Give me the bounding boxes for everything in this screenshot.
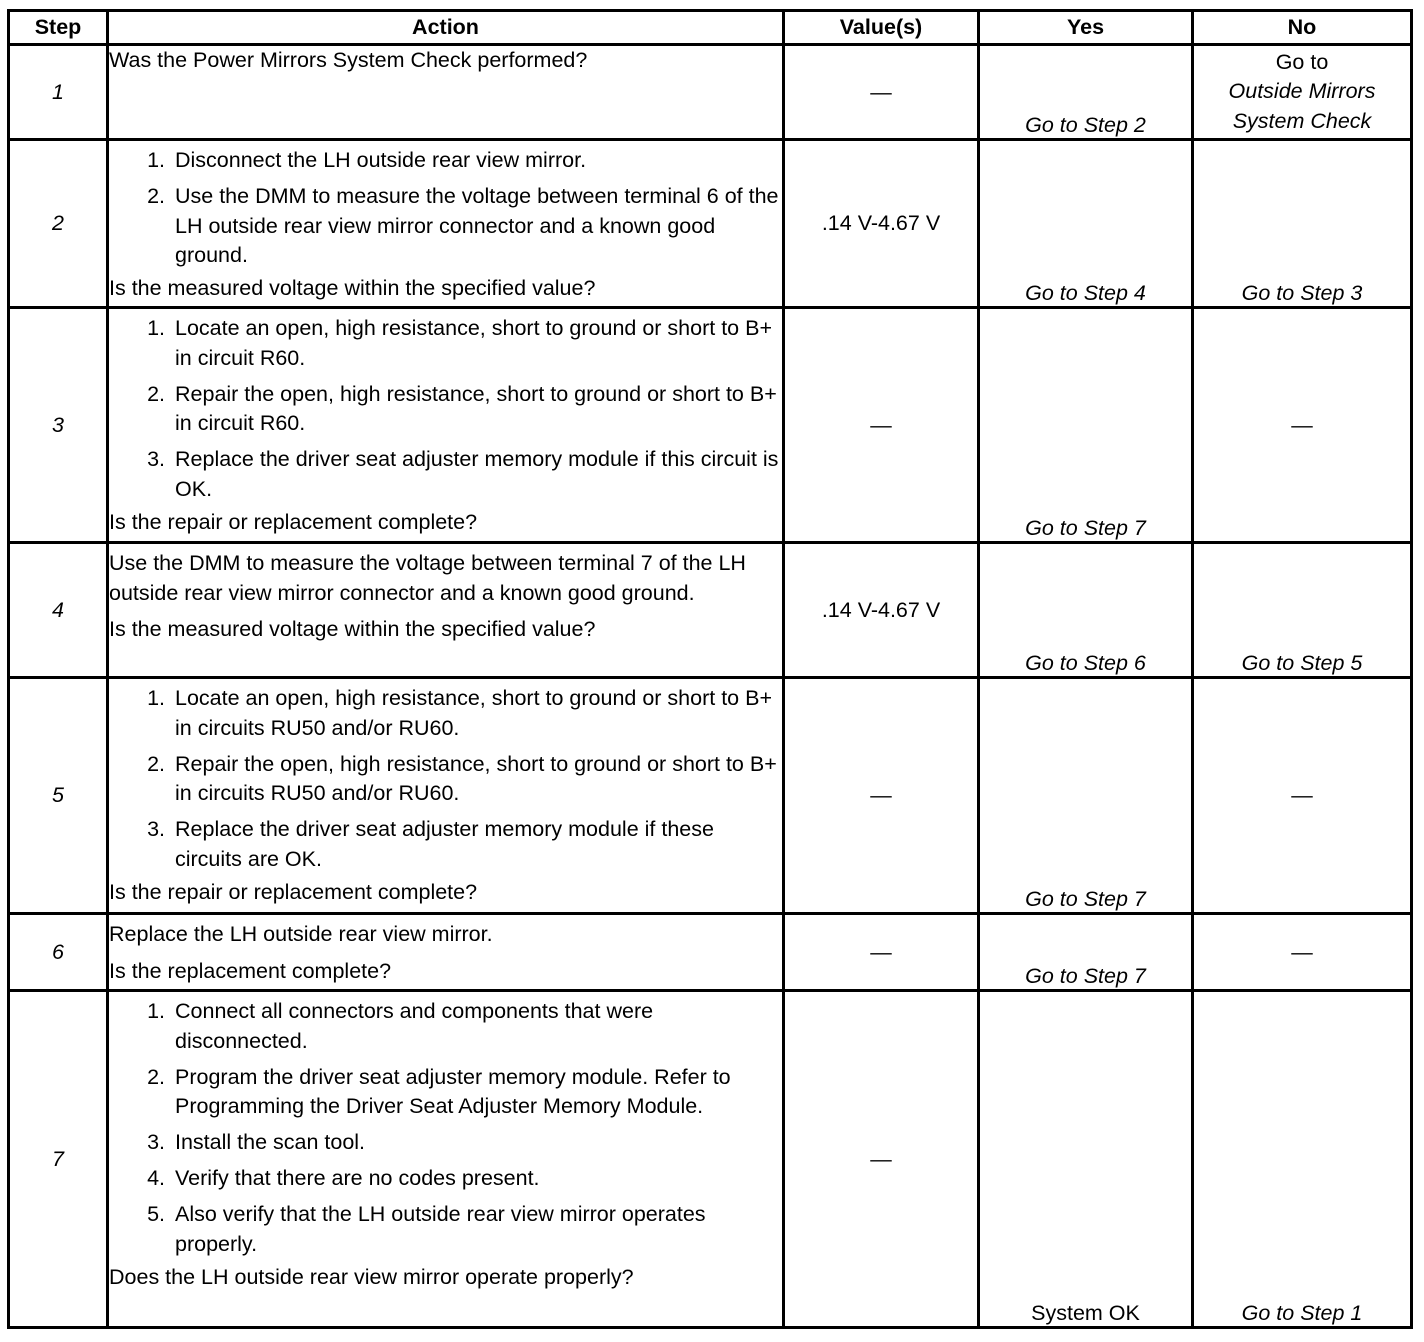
step-number: 7 <box>9 991 108 1328</box>
table-row <box>9 678 1412 914</box>
list-item: 3. Replace the driver seat adjuster memory module if this circuit is OK. <box>171 445 782 504</box>
action-cell <box>108 45 784 140</box>
no-cell: Go to Step 3 <box>1193 140 1412 308</box>
value-cell: — <box>784 991 979 1328</box>
action-cell <box>108 308 784 543</box>
list-item: 1. Locate an open, high resistance, short to ground or short to B+ in circuits RU50 and/or RU60. <box>171 684 782 743</box>
action-list <box>109 146 782 271</box>
table-row <box>9 543 1412 678</box>
header-yes: Yes <box>979 11 1193 45</box>
no-cell: — <box>1193 914 1412 991</box>
step-number: 5 <box>9 678 108 914</box>
no-cell: Go to Step 5 <box>1193 543 1412 678</box>
action-list <box>109 997 782 1259</box>
list-item: 2. Program the driver seat adjuster memory module. Refer to Programming the Driver Seat Adjuster Memory Module. <box>171 1063 782 1122</box>
no-cell: — <box>1193 308 1412 543</box>
step-number: 3 <box>9 308 108 543</box>
step-number: 4 <box>9 543 108 678</box>
list-item: 2. Use the DMM to measure the voltage between terminal 6 of the LH outside rear view mirror connector and a known good ground. <box>171 182 782 271</box>
action-question: Does the LH outside rear view mirror operate properly? <box>109 1264 634 1289</box>
action-question: Is the repair or replacement complete? <box>109 509 478 534</box>
action-question: Is the replacement complete? <box>109 958 392 983</box>
yes-cell: Go to Step 7 <box>979 914 1193 991</box>
list-item: 3. Install the scan tool. <box>171 1128 782 1158</box>
value-cell: — <box>784 678 979 914</box>
step-number: 6 <box>9 914 108 991</box>
value-cell: .14 V-4.67 V <box>784 140 979 308</box>
table-row <box>9 45 1412 140</box>
list-item: 3. Replace the driver seat adjuster memory module if these circuits are OK. <box>171 815 782 874</box>
action-list <box>109 314 782 504</box>
list-item: 2. Repair the open, high resistance, short to ground or short to B+ in circuits RU50 and/or RU60. <box>171 750 782 809</box>
diagnostic-table <box>7 9 1413 1329</box>
action-cell <box>108 914 784 991</box>
step-number: 2 <box>9 140 108 308</box>
yes-cell: Go to Step 4 <box>979 140 1193 308</box>
action-question: Is the repair or replacement complete? <box>109 879 478 904</box>
no-line: System Check <box>1232 108 1372 133</box>
table-row <box>9 914 1412 991</box>
header-no: No <box>1193 11 1412 45</box>
action-question: Is the measured voltage within the specified value? <box>109 276 596 300</box>
step-number: 1 <box>9 45 108 140</box>
action-list <box>109 684 782 874</box>
list-item: 1. Locate an open, high resistance, short to ground or short to B+ in circuit R60. <box>171 314 782 373</box>
header-action: Action <box>108 11 784 45</box>
no-cell: — <box>1193 678 1412 914</box>
no-line: Outside Mirrors <box>1228 79 1376 104</box>
diagnostic-table-wrapper <box>7 9 1413 1329</box>
no-line: Go to <box>1275 49 1329 74</box>
action-cell <box>108 140 784 308</box>
yes-cell: Go to Step 2 <box>979 45 1193 140</box>
table-row <box>9 991 1412 1328</box>
yes-cell: Go to Step 7 <box>979 308 1193 543</box>
action-text: Was the Power Mirrors System Check performed? <box>109 48 588 72</box>
yes-cell: Go to Step 7 <box>979 678 1193 914</box>
list-item: 2. Repair the open, high resistance, short to ground or short to B+ in circuit R60. <box>171 380 782 439</box>
no-cell <box>1193 45 1412 140</box>
list-item: 5. Also verify that the LH outside rear view mirror operates properly. <box>171 1200 782 1259</box>
action-cell <box>108 543 784 678</box>
action-cell <box>108 991 784 1328</box>
header-row <box>9 11 1412 45</box>
yes-cell: Go to Step 6 <box>979 543 1193 678</box>
header-values: Value(s) <box>784 11 979 45</box>
list-item: 1. Connect all connectors and components that were disconnected. <box>171 997 782 1056</box>
value-cell: — <box>784 308 979 543</box>
action-cell <box>108 678 784 914</box>
action-question: Is the measured voltage within the specified value? <box>109 617 596 641</box>
action-text: Replace the LH outside rear view mirror. <box>109 922 493 946</box>
list-item: 1. Disconnect the LH outside rear view mirror. <box>171 146 782 176</box>
table-row <box>9 308 1412 543</box>
header-step: Step <box>9 11 108 45</box>
value-cell: — <box>784 914 979 991</box>
no-cell: Go to Step 1 <box>1193 991 1412 1328</box>
yes-cell: System OK <box>979 991 1193 1328</box>
table-row <box>9 140 1412 308</box>
value-cell: — <box>784 45 979 140</box>
action-text: Use the DMM to measure the voltage between terminal 7 of the LH outside rear view mirror connector and a known good ground. <box>109 551 746 605</box>
list-item: 4. Verify that there are no codes present. <box>171 1164 782 1194</box>
value-cell: .14 V-4.67 V <box>784 543 979 678</box>
